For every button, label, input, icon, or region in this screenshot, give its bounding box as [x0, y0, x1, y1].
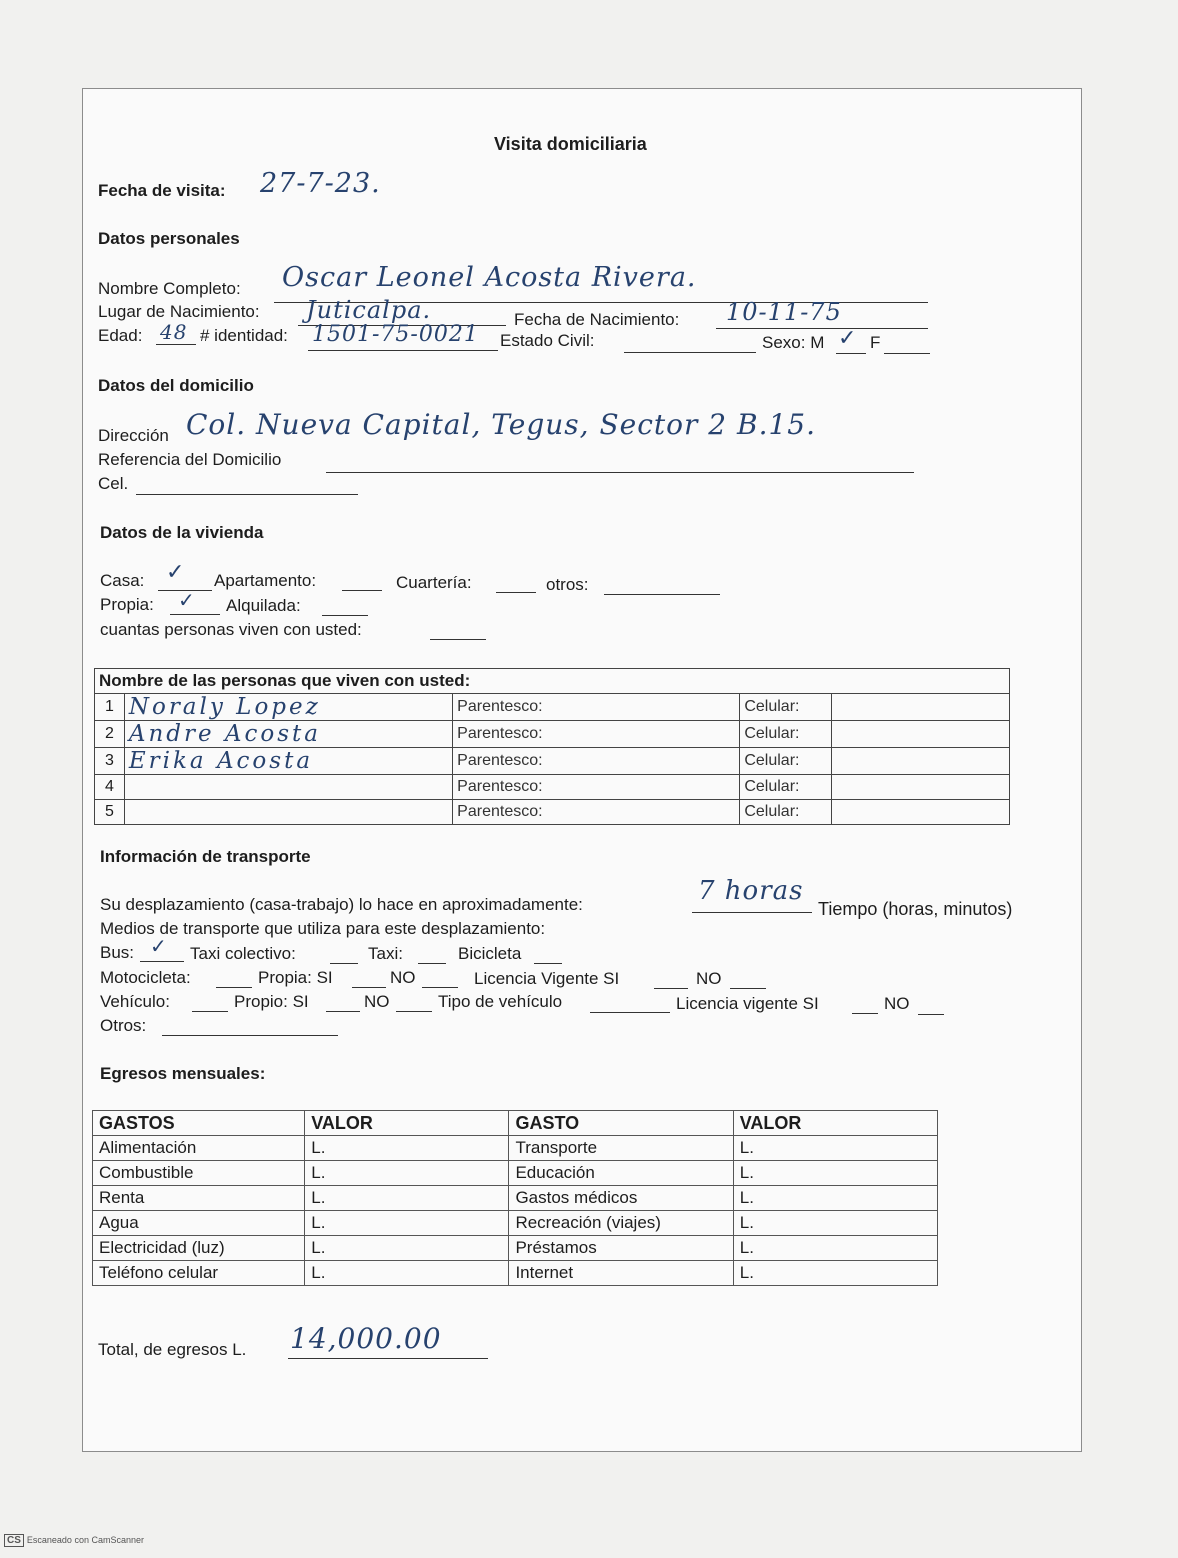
persona-name[interactable]: Andre Acosta [124, 721, 452, 748]
fecha-nacimiento-line [716, 328, 928, 329]
scanner-footer-text: Escaneado con CamScanner [26, 1535, 144, 1545]
table-row [93, 1136, 938, 1161]
parentesco-label: Parentesco: [453, 721, 740, 748]
apartamento-label: Apartamento: [214, 571, 317, 590]
moto-licencia-si-line[interactable] [654, 988, 688, 989]
alquilada-line[interactable] [322, 615, 368, 616]
gasto-name: Alimentación [93, 1136, 305, 1161]
celular-label: Celular: [740, 694, 832, 721]
gasto-name: Recreación (viajes) [509, 1211, 733, 1236]
celular-value[interactable] [831, 694, 1009, 721]
cuantas-personas-label: cuantas personas viven con usted: [100, 620, 362, 639]
parentesco-label: Parentesco: [453, 800, 740, 825]
estado-civil-label: Estado Civil: [500, 331, 595, 350]
table-row [95, 721, 1010, 748]
scanner-footer [4, 1534, 144, 1547]
desplazamiento-value[interactable]: 7 horas [698, 876, 804, 906]
vehiculo-line[interactable] [192, 1011, 228, 1012]
otros-transporte-label: Otros: [100, 1016, 147, 1035]
edad-value[interactable]: 48 [160, 320, 188, 344]
moto-licencia-no-line[interactable] [730, 988, 766, 989]
celular-label: Celular: [740, 748, 832, 775]
egresos-heading: Egresos mensuales: [100, 1064, 266, 1083]
vehiculo-propio-si-line[interactable] [326, 1011, 360, 1012]
casa-check-icon: ✓ [166, 560, 185, 585]
gasto-valor[interactable]: L. [733, 1211, 937, 1236]
sexo-f-label: F [870, 333, 881, 352]
total-egresos-value[interactable]: 14,000.00 [290, 1322, 442, 1355]
transporte-heading: Información de transporte [100, 847, 311, 866]
vehiculo-licencia-si-line[interactable] [852, 1013, 878, 1014]
moto-licencia-no-label: NO [696, 969, 722, 988]
vehiculo-label: Vehículo: [100, 992, 170, 1011]
nombre-value[interactable]: Oscar Leonel Acosta Rivera. [282, 262, 697, 293]
identidad-label: # identidad: [200, 326, 288, 345]
cel-line[interactable] [136, 494, 358, 495]
celular-value[interactable] [831, 775, 1009, 800]
identidad-line [308, 350, 498, 351]
datos-domicilio-heading: Datos del domicilio [98, 376, 254, 395]
gasto-name: Renta [93, 1186, 305, 1211]
persona-num: 5 [95, 800, 125, 825]
personas-heading: Nombre de las personas que viven con usted: [95, 669, 1010, 694]
motocicleta-label: Motocicleta: [100, 968, 191, 987]
vehiculo-licencia-no-label: NO [884, 994, 910, 1013]
otros-vivienda-label: otros: [546, 575, 589, 594]
persona-num: 1 [95, 694, 125, 721]
gasto-name: Internet [509, 1261, 733, 1286]
propia-line[interactable] [170, 614, 220, 615]
persona-name[interactable] [124, 775, 452, 800]
gasto-name: Electricidad (luz) [93, 1236, 305, 1261]
gasto-valor[interactable]: L. [733, 1186, 937, 1211]
table-row [93, 1211, 938, 1236]
gasto-name: Teléfono celular [93, 1261, 305, 1286]
vehiculo-licencia-si-label: Licencia vigente SI [676, 994, 819, 1013]
sexo-m-line[interactable] [836, 353, 866, 354]
tipo-vehiculo-label: Tipo de vehículo [438, 992, 563, 1011]
gasto-name: Gastos médicos [509, 1186, 733, 1211]
table-row [93, 1236, 938, 1261]
gasto-valor[interactable]: L. [733, 1236, 937, 1261]
apartamento-line[interactable] [342, 590, 382, 591]
tipo-vehiculo-line[interactable] [590, 1012, 670, 1013]
sexo-label: Sexo: M [762, 333, 825, 352]
direccion-value[interactable]: Col. Nueva Capital, Tegus, Sector 2 B.15. [186, 408, 816, 441]
bus-check-icon: ✓ [150, 934, 167, 958]
persona-num: 4 [95, 775, 125, 800]
direccion-label: Dirección [98, 426, 169, 445]
estado-civil-line[interactable] [624, 352, 756, 353]
table-row [95, 775, 1010, 800]
gasto-valor[interactable]: L. [733, 1136, 937, 1161]
celular-label: Celular: [740, 775, 832, 800]
moto-propia-no-line[interactable] [422, 987, 458, 988]
persona-name[interactable]: Erika Acosta [124, 748, 452, 775]
gasto-valor[interactable]: L. [305, 1261, 509, 1286]
nombre-label: Nombre Completo: [98, 279, 241, 298]
tiempo-label: Tiempo (horas, minutos) [818, 899, 1013, 919]
cuarteria-line[interactable] [496, 592, 536, 593]
gasto-valor[interactable]: L. [305, 1211, 509, 1236]
celular-value[interactable] [831, 800, 1009, 825]
table-row [93, 1186, 938, 1211]
vehiculo-propio-si-label: Propio: SI [234, 992, 309, 1011]
vehiculo-licencia-no-line[interactable] [918, 1014, 944, 1015]
desplazamiento-line [692, 912, 812, 913]
gasto-valor[interactable]: L. [305, 1136, 509, 1161]
gasto-name: Agua [93, 1211, 305, 1236]
total-egresos-line [288, 1358, 488, 1359]
egresos-header: GASTO [509, 1111, 733, 1136]
fecha-nacimiento-value[interactable]: 10-11-75 [726, 298, 842, 326]
edad-label: Edad: [98, 326, 143, 345]
table-row [93, 1161, 938, 1186]
taxi-label: Taxi: [368, 944, 403, 963]
vehiculo-propio-no-label: NO [364, 992, 390, 1011]
moto-propia-no-label: NO [390, 968, 416, 987]
edad-line [156, 344, 196, 345]
lugar-nacimiento-label: Lugar de Nacimiento: [98, 302, 260, 321]
egresos-header: GASTOS [93, 1111, 305, 1136]
table-row [93, 1261, 938, 1286]
parentesco-label: Parentesco: [453, 775, 740, 800]
table-row [95, 800, 1010, 825]
gasto-valor[interactable]: L. [733, 1261, 937, 1286]
form-title: Visita domiciliaria [494, 134, 647, 154]
personas-table [94, 668, 1010, 825]
casa-label: Casa: [100, 571, 145, 590]
camscanner-logo-icon: CS [4, 1534, 24, 1547]
desplazamiento-label: Su desplazamiento (casa-trabajo) lo hace en aproximadamente: [100, 895, 583, 914]
total-egresos-label: Total, de egresos L. [98, 1340, 247, 1359]
fecha-visita-label: Fecha de visita: [98, 181, 226, 200]
table-row [95, 694, 1010, 721]
bus-line[interactable] [140, 961, 184, 962]
referencia-line[interactable] [326, 472, 914, 473]
gasto-name: Préstamos [509, 1236, 733, 1261]
bicicleta-line[interactable] [534, 963, 562, 964]
gasto-name: Educación [509, 1161, 733, 1186]
persona-num: 3 [95, 748, 125, 775]
cel-label: Cel. [98, 474, 129, 493]
parentesco-label: Parentesco: [453, 748, 740, 775]
taxi-colectivo-line[interactable] [330, 963, 358, 964]
referencia-label: Referencia del Domicilio [98, 450, 282, 469]
vehiculo-propio-no-line[interactable] [396, 1011, 432, 1012]
lugar-nacimiento-value[interactable]: Juticalpa. [306, 296, 432, 324]
egresos-header: VALOR [733, 1111, 937, 1136]
datos-personales-heading: Datos personales [98, 229, 240, 248]
celular-value[interactable] [831, 721, 1009, 748]
persona-name[interactable]: Noraly Lopez [124, 694, 452, 721]
propia-label: Propia: [100, 595, 154, 614]
bus-label: Bus: [100, 943, 135, 962]
celular-label: Celular: [740, 721, 832, 748]
gasto-valor[interactable]: L. [733, 1161, 937, 1186]
motocicleta-line[interactable] [216, 987, 252, 988]
datos-vivienda-heading: Datos de la vivienda [100, 523, 264, 542]
table-row [95, 748, 1010, 775]
celular-label: Celular: [740, 800, 832, 825]
persona-num: 2 [95, 721, 125, 748]
gasto-valor[interactable]: L. [305, 1161, 509, 1186]
otros-vivienda-line[interactable] [604, 594, 720, 595]
bicicleta-label: Bicicleta [458, 944, 522, 963]
moto-licencia-si-label: Licencia Vigente SI [474, 969, 620, 988]
sexo-f-line[interactable] [884, 353, 930, 354]
sexo-m-check-icon: ✓ [838, 326, 857, 351]
gasto-valor[interactable]: L. [305, 1236, 509, 1261]
moto-propia-si-line[interactable] [352, 987, 386, 988]
cuarteria-label: Cuartería: [396, 573, 472, 592]
medios-label: Medios de transporte que utiliza para este desplazamiento: [100, 919, 546, 938]
identidad-value[interactable]: 1501-75-0021 [312, 322, 479, 347]
fecha-visita-value[interactable]: 27-7-23. [260, 168, 381, 199]
celular-value[interactable] [831, 748, 1009, 775]
egresos-table [92, 1110, 938, 1286]
propia-check-icon: ✓ [178, 588, 195, 612]
gasto-name: Combustible [93, 1161, 305, 1186]
taxi-line[interactable] [418, 963, 446, 964]
moto-propia-si-label: Propia: SI [258, 968, 333, 987]
alquilada-label: Alquilada: [226, 596, 301, 615]
otros-transporte-line[interactable] [162, 1035, 338, 1036]
parentesco-label: Parentesco: [453, 694, 740, 721]
fecha-nacimiento-label: Fecha de Nacimiento: [514, 310, 680, 329]
cuantas-personas-line[interactable] [430, 639, 486, 640]
taxi-colectivo-label: Taxi colectivo: [190, 944, 296, 963]
egresos-header: VALOR [305, 1111, 509, 1136]
gasto-valor[interactable]: L. [305, 1186, 509, 1211]
gasto-name: Transporte [509, 1136, 733, 1161]
persona-name[interactable] [124, 800, 452, 825]
